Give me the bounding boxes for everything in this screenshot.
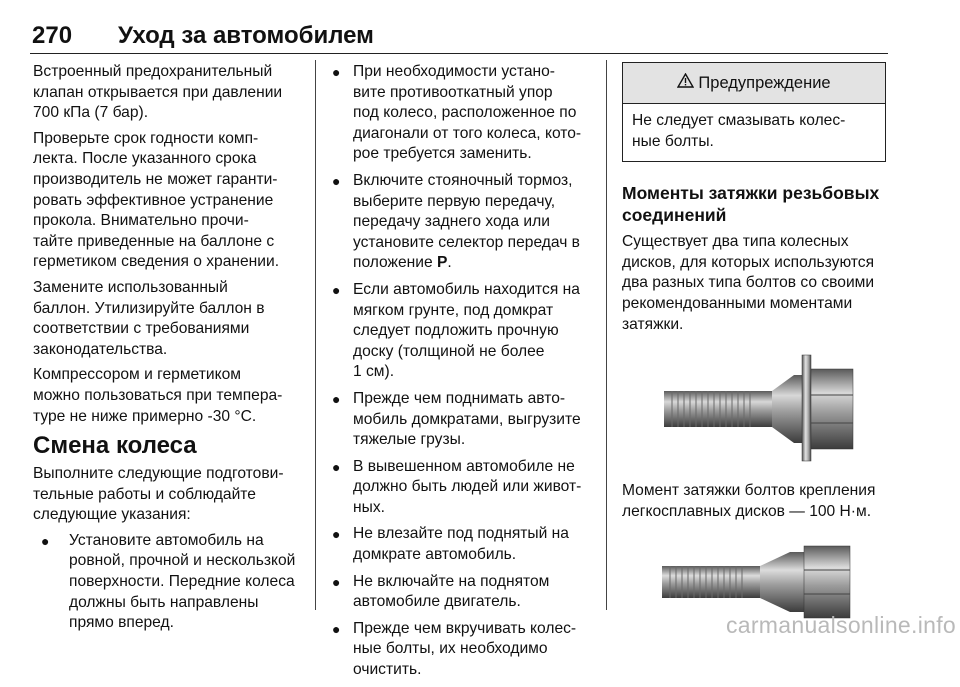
text-line: легкосплавных дисков — 100 Н·м. (622, 502, 872, 520)
text-line: Момент затяжки болтов крепления (622, 482, 876, 500)
text-line: диагонали от того колеса, кото- (353, 124, 582, 142)
text-line: автомобиле двигатель. (353, 593, 521, 611)
paragraph (622, 232, 887, 335)
warning-box (622, 62, 886, 162)
gear-suffix: . (447, 254, 452, 272)
text-line: тяжелые грузы. (353, 431, 466, 449)
text-line: дисков, для которых используются (622, 253, 875, 271)
text-line: производитель не может гаранти- (33, 170, 278, 188)
text-line: следует подложить прочную (353, 322, 559, 340)
list-item (330, 62, 598, 165)
text-line: установите селектор передач в (353, 233, 580, 251)
text-line: прямо вперед. (69, 614, 174, 632)
header-rule (30, 53, 888, 54)
text-line: Прежде чем вкручивать колес- (353, 619, 577, 637)
text-line (353, 253, 598, 274)
text-line: рекомендованными моментами (622, 294, 853, 312)
list-item (330, 572, 598, 613)
text-line: баллон. Утилизируйте баллон в (33, 299, 265, 317)
text-line: тельные работы и соблюдайте (33, 485, 256, 503)
text-line: Моменты затяжки резьбовых (622, 183, 880, 204)
text-line: ных. (353, 498, 385, 516)
paragraph (33, 129, 309, 273)
text-line: Выполните следующие подготови- (33, 465, 284, 483)
warning-body (623, 104, 885, 161)
page-header (30, 22, 888, 52)
bullet-dot-icon: ● (41, 532, 50, 549)
text-line: Не следует смазывать колес- (632, 112, 846, 129)
text-line: Компрессором и герметиком (33, 366, 241, 384)
figure-caption (622, 481, 887, 522)
text-line: домкрате автомобиль. (353, 546, 517, 564)
section-title: Смена колеса (33, 432, 197, 460)
text-line: должны быть направлены (69, 593, 259, 611)
page-title: Уход за автомобилем (118, 22, 374, 49)
text-line: рое требуется заменить. (353, 145, 532, 163)
subsection-title (622, 182, 887, 226)
bullet-dot-icon: ● (332, 526, 341, 543)
text-line: доску (толщиной не более (353, 342, 545, 360)
text-line: ровать эффективное устранение (33, 191, 274, 209)
bullet-dot-icon: ● (332, 458, 341, 475)
column-3 (622, 62, 887, 642)
warning-header (623, 63, 885, 104)
text-line: ные болты. (632, 132, 714, 150)
text-line: мягком грунте, под домкрат (353, 301, 554, 319)
gear-prefix: положение (353, 254, 437, 272)
text-line: При необходимости устано- (353, 63, 555, 80)
text-line: лекта. После указанного срока (33, 150, 257, 168)
bullet-list (330, 62, 598, 681)
text-line: туре не ниже примерно -30 °C. (33, 407, 257, 425)
text-line: Прежде чем поднимать авто- (353, 389, 566, 407)
bullet-dot-icon: ● (332, 172, 341, 189)
text-line: под колесо, расположенное по (353, 104, 577, 122)
text-line: Замените использованный (33, 278, 228, 296)
bullet-dot-icon: ● (332, 620, 341, 637)
list-item (33, 531, 309, 634)
warning-title: Предупреждение (698, 73, 831, 92)
text-line: ровной, прочной и нескользкой (69, 552, 296, 570)
list-item (330, 524, 598, 565)
column-divider-1 (315, 60, 316, 610)
paragraph (33, 278, 309, 360)
intro-paragraph (33, 464, 309, 526)
list-item (330, 619, 598, 681)
warning-triangle-icon (677, 73, 694, 94)
text-line: 700 кПа (7 бар). (33, 104, 149, 122)
text-line: выберите первую передачу, (353, 192, 556, 210)
text-line: два разных типа болтов со своими (622, 274, 875, 292)
gear-letter: P (436, 254, 448, 272)
text-line: поверхности. Передние колеса (69, 573, 295, 591)
paragraph (33, 62, 309, 124)
bullet-dot-icon: ● (332, 573, 341, 590)
text-line: В вывешенном автомобиле не (353, 457, 575, 475)
text-line: передачу заднего хода или (353, 213, 550, 231)
bullet-dot-icon: ● (332, 390, 341, 407)
paragraph (33, 365, 309, 427)
text-line: Не влезайте под поднятый на (353, 525, 569, 543)
bolt-illustration-alloy (622, 349, 887, 467)
text-line: герметиком сведения о хранении. (33, 253, 280, 271)
text-line: тайте приведенные на баллоне с (33, 232, 275, 250)
wheel-bolt-image (622, 349, 887, 467)
bullet-list (33, 531, 309, 634)
text-line: клапан открывается при давлении (33, 83, 283, 101)
text-line: соответствии с требованиями (33, 320, 250, 338)
text-line: Если автомобиль находится на (353, 280, 580, 298)
text-line: соединений (622, 205, 727, 226)
column-1 (33, 62, 309, 640)
text-line: прокола. Внимательно прочи- (33, 212, 249, 230)
text-line: Встроенный предохранительный (33, 63, 273, 80)
list-item (330, 389, 598, 451)
text-line: законодательства. (33, 340, 168, 358)
page-number: 270 (32, 22, 73, 49)
text-line: Существует два типа колесных (622, 233, 849, 251)
text-line: мобиль домкратами, выгрузите (353, 410, 581, 428)
text-line: можно пользоваться при темпера- (33, 386, 283, 404)
text-line: 1 см). (353, 363, 395, 381)
list-item (330, 171, 598, 274)
bullet-dot-icon: ● (332, 281, 341, 298)
column-divider-2 (606, 60, 607, 610)
text-line: вите противооткатный упор (353, 83, 553, 101)
text-line: Проверьте срок годности комп- (33, 129, 259, 147)
list-item (330, 280, 598, 383)
text-line: ные болты, их необходимо (353, 640, 548, 658)
bullet-dot-icon: ● (332, 64, 341, 80)
text-line: Включите стояночный тормоз, (353, 171, 573, 189)
text-line: Установите автомобиль на (69, 531, 264, 549)
text-line: должно быть людей или живот- (353, 478, 582, 496)
text-line: следующие указания: (33, 506, 191, 524)
list-item (330, 457, 598, 519)
column-2 (330, 62, 598, 687)
watermark: carmanualsonline.info (725, 612, 956, 638)
text-line: очистить. (353, 661, 422, 679)
text-line: Не включайте на поднятом (353, 572, 550, 590)
text-line: затяжки. (622, 315, 684, 333)
